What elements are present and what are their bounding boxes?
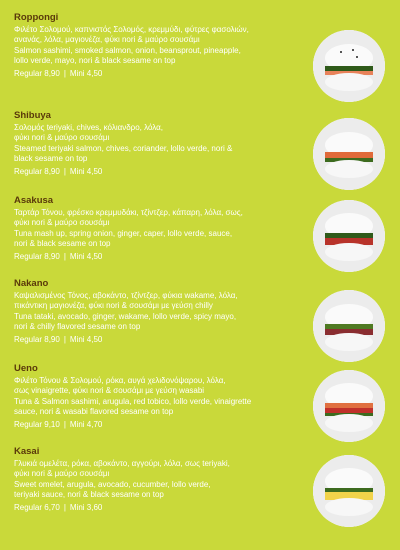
price-regular: Regular 8,90 (14, 252, 60, 262)
item-desc-greek: φύκι nori & μαύρο σουσάμι (14, 469, 110, 479)
price-mini: Mini 4,50 (69, 167, 103, 177)
item-desc-greek: Γλυκιά ομελέτα, ρόκα, αβοκάντο, αγγούρι, λόλα, σως teriyaki, (14, 459, 230, 468)
item-desc-greek: σως vinaigrette, φύκι nori & σουσάμι με γεύση wasabi (14, 386, 205, 396)
burger-photo (313, 200, 385, 272)
burger-photo (313, 370, 385, 442)
item-desc-greek: φύκι nori & μαύρο σουσάμι (14, 133, 110, 143)
price-regular: Regular 9,10 (14, 420, 60, 430)
item-price (14, 252, 310, 262)
burger-photo (313, 30, 385, 102)
item-desc-english: Tuna mash up, spring onion, ginger, caper, lollo verde, sauce, (14, 228, 233, 238)
price-separator: | (63, 252, 66, 262)
item-name: Asakusa (14, 195, 54, 206)
menu-item-asakusa (14, 195, 310, 262)
item-price (14, 69, 310, 79)
item-desc-english: Sweet omelet, arugula, avocado, cucumber, lollo verde, (14, 479, 211, 489)
price-mini: Mini 4,50 (69, 335, 103, 345)
item-desc-greek: ανανάς, λόλα, μαγιονέζα, φύκι nori & μαύρο σουσάμι (14, 35, 200, 45)
item-price (14, 503, 310, 513)
item-desc-english: nori & chilly flavored sesame on top (14, 321, 141, 331)
item-desc-greek: Σολομός teriyaki, chives, κόλιανδρο, λόλα, (14, 123, 164, 132)
item-desc-english: Tuna tataki, avocado, ginger, wakame, lollo verde, spicy mayo, (14, 311, 237, 321)
burger-photo (313, 455, 385, 527)
price-separator: | (63, 335, 66, 345)
price-regular: Regular 8,90 (14, 335, 60, 345)
item-desc-english: Tuna & Salmon sashimi, arugula, red tobico, lollo verde, vinaigrette (14, 396, 252, 406)
price-separator: | (63, 167, 66, 177)
burger-photo (313, 118, 385, 190)
menu-item-roppongi (14, 12, 310, 79)
item-desc-english: lollo verde, mayo, nori & black sesame on top (14, 55, 176, 65)
price-mini: Mini 3,60 (69, 503, 103, 513)
price-separator: | (63, 503, 66, 513)
price-mini: Mini 4,70 (69, 420, 103, 430)
price-mini: Mini 4,50 (69, 252, 103, 262)
item-desc-english: Steamed teriyaki salmon, chives, coriander, lollo verde, nori & (14, 143, 233, 153)
price-regular: Regular 8,90 (14, 167, 60, 177)
item-price (14, 335, 310, 345)
price-regular: Regular 8,90 (14, 69, 60, 79)
item-name: Shibuya (14, 110, 51, 121)
item-name: Roppongi (14, 12, 59, 23)
item-desc-greek: Ταρτάρ Τόνου, φρέσκο κρεμμυδάκι, τζίντζερ, κάπαρη, λόλα, σως, (14, 208, 243, 217)
price-separator: | (63, 69, 66, 79)
item-desc-english: teriyaki sauce, nori & black sesame on top (14, 489, 164, 499)
item-price (14, 420, 310, 430)
item-name: Kasai (14, 446, 40, 457)
menu-item-nakano (14, 278, 310, 345)
item-desc-english: sauce, nori & wasabi flavored sesame on top (14, 406, 174, 416)
item-desc-english: nori & black sesame on top (14, 238, 111, 248)
item-desc-english: Salmon sashimi, smoked salmon, onion, beansprout, pineapple, (14, 45, 241, 55)
item-name: Ueno (14, 363, 38, 374)
price-mini: Mini 4,50 (69, 69, 103, 79)
item-desc-greek: πικάντικη μαγιονέζα, φύκι nori & σουσάμι με γεύση chilly (14, 301, 213, 311)
menu-item-ueno (14, 363, 310, 430)
item-desc-english: black sesame on top (14, 153, 88, 163)
item-name: Nakano (14, 278, 49, 289)
menu-item-shibuya (14, 110, 310, 177)
item-desc-greek: Φιλέτο Τόνου & Σολομού, ρόκα, αυγά χελιδονόψαρου, λόλα, (14, 376, 226, 385)
item-desc-greek: Φιλέτο Σολομού, καπνιστός Σολομός, κρεμμύδι, φύτρες φασολιών, (14, 25, 249, 34)
price-regular: Regular 6,70 (14, 503, 60, 513)
item-price (14, 167, 310, 177)
item-desc-greek: Καψαλισμένος Τόνος, αβοκάντο, τζίντζερ, φύκια wakame, λόλα, (14, 291, 238, 300)
menu-item-kasai (14, 446, 310, 513)
price-separator: | (63, 420, 66, 430)
item-desc-greek: φύκι nori & μαύρο σουσάμι (14, 218, 110, 228)
burger-photo (313, 290, 385, 362)
